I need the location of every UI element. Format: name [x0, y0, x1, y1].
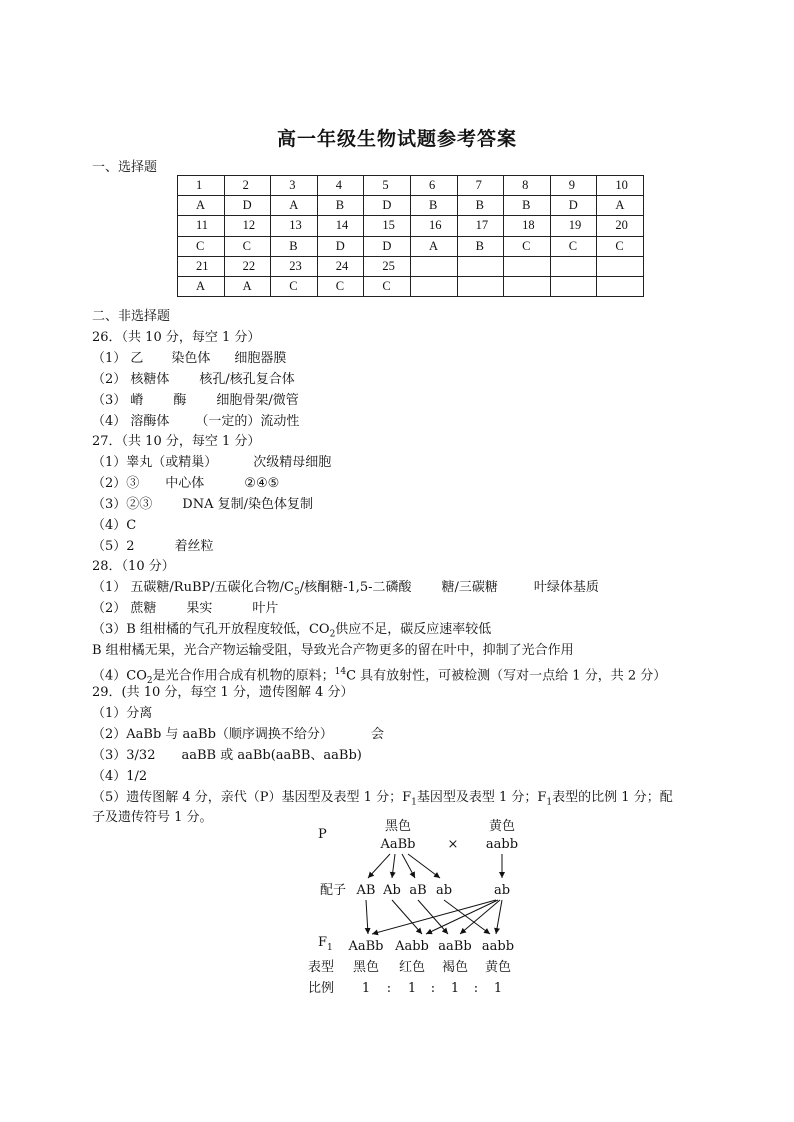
- cross-symbol: ×: [447, 837, 459, 852]
- q28-line-2: [92, 601, 278, 617]
- f1-genotype-1: AaBb: [348, 939, 384, 954]
- answer-text: （2） 核糖体: [92, 372, 170, 387]
- f1-genotype-3: aaBb: [438, 939, 472, 954]
- answer-text: （2）AaBb 与 aaBb（顺序调换不给分）: [92, 727, 333, 742]
- parent1-genotype: AaBb: [380, 837, 416, 852]
- answer-text: （3） 嵴: [92, 393, 144, 408]
- subscript: 5: [293, 587, 300, 598]
- question-number-cell: 20: [597, 216, 644, 236]
- answer-cell: A: [597, 196, 644, 216]
- question-number-cell: 23: [271, 256, 318, 276]
- answer-text: （1） 五碳糖/RuBP/五碳化合物/C: [92, 580, 294, 595]
- answer-cell: B: [271, 236, 318, 256]
- genetic-cross-diagram: [300, 816, 560, 998]
- answer-text: （5）2: [92, 539, 135, 554]
- answer-cell: [457, 276, 504, 296]
- ratio-value: 1: [407, 981, 417, 996]
- answer-cell: D: [224, 196, 271, 216]
- question-number-cell: [457, 256, 504, 276]
- question-number-cell: 2: [224, 176, 271, 196]
- subscript: 1: [546, 797, 553, 808]
- answer-table: [177, 175, 644, 297]
- answer-cell: C: [178, 236, 225, 256]
- section-nonchoice-heading: 二、非选择题: [92, 309, 171, 324]
- section-choice-heading: 一、选择题: [92, 160, 158, 175]
- q27-heading: 27．（共 10 分，每空 1 分）: [92, 434, 261, 449]
- answer-cell: C: [550, 236, 597, 256]
- subscript: 2: [329, 629, 336, 640]
- answer-cell: C: [364, 276, 411, 296]
- answer-cell: C: [504, 236, 551, 256]
- answer-text: DNA 复制/染色体复制: [182, 497, 313, 512]
- answer-text: 着丝粒: [174, 539, 214, 554]
- q28-line-3: [92, 622, 491, 643]
- q28-heading: 28．（10 分）: [92, 559, 175, 574]
- answer-text: （3）3/32: [92, 748, 156, 763]
- question-number-cell: 4: [317, 176, 364, 196]
- answer-cell: B: [457, 236, 504, 256]
- p-label: P: [318, 827, 327, 842]
- gamete-label: 配子: [320, 883, 347, 898]
- question-number-cell: 21: [178, 256, 225, 276]
- f1-genotype-4: aabb: [481, 939, 515, 954]
- answer-text: （2）③: [92, 476, 140, 491]
- answer-table-row: [178, 256, 644, 276]
- answer-text: 核孔/核孔复合体: [199, 372, 295, 387]
- answer-cell: B: [410, 196, 457, 216]
- answer-text: 中心体: [165, 476, 205, 491]
- answer-text: 酶: [173, 393, 187, 408]
- question-number-cell: 15: [364, 216, 411, 236]
- answer-text: 是光合作用合成有机物的原料；: [152, 668, 335, 684]
- parent1-phenotype: 黑色: [384, 819, 412, 834]
- question-number-cell: 10: [597, 176, 644, 196]
- answer-text: C 具有放射性，可被检测（写对一点给 1 分，共 2 分）: [346, 668, 667, 684]
- page-title: 高一年级生物试题参考答案: [276, 128, 517, 150]
- parent2-phenotype: 黄色: [488, 819, 516, 834]
- question-number-cell: [550, 256, 597, 276]
- answer-cell: D: [364, 196, 411, 216]
- answer-text: （4）CO: [92, 668, 147, 684]
- ratio-colon: :: [430, 981, 436, 996]
- answer-cell: A: [178, 276, 225, 296]
- gamete-Ab: Ab: [383, 883, 401, 898]
- question-number-cell: 24: [317, 256, 364, 276]
- question-number-cell: 13: [271, 216, 318, 236]
- q26-line-1: [92, 351, 286, 367]
- arrow-Ab-f1: [392, 900, 422, 934]
- answer-cell: C: [271, 276, 318, 296]
- parent2-genotype: aabb: [485, 837, 519, 852]
- q27-line-3: [92, 497, 313, 513]
- ratio-value: 1: [493, 981, 503, 996]
- answer-cell: D: [550, 196, 597, 216]
- answer-cell: A: [271, 196, 318, 216]
- answer-text: 次级精母细胞: [253, 455, 332, 470]
- question-number-cell: 18: [504, 216, 551, 236]
- phenotype-label: 表型: [308, 960, 335, 975]
- subscript: 1: [411, 797, 417, 808]
- arrow-p2-f1-3: [460, 900, 500, 934]
- ratio-value: 1: [450, 981, 460, 996]
- answer-table-row: [178, 236, 644, 256]
- question-number-cell: 3: [271, 176, 318, 196]
- question-number-cell: 8: [504, 176, 551, 196]
- answer-cell: [550, 276, 597, 296]
- q26-heading: 26．（共 10 分，每空 1 分）: [92, 330, 261, 345]
- answer-table-row: [178, 176, 644, 196]
- q29-line-5: [92, 790, 673, 811]
- q29-line-3: [92, 748, 362, 764]
- answer-cell: D: [364, 236, 411, 256]
- f1-phenotype-1: 黑色: [352, 960, 380, 975]
- answer-text: 果实: [186, 601, 213, 616]
- q28-line-1: [92, 580, 599, 601]
- gamete-parent2-ab: ab: [493, 883, 511, 898]
- arrow-ab-f1: [444, 900, 490, 934]
- answer-text: （1）睾丸（或精巢）: [92, 455, 218, 470]
- f1-label: $F_1$: [318, 935, 333, 953]
- gamete-ab: ab: [435, 883, 453, 898]
- answer-cell: B: [317, 196, 364, 216]
- answer-text: 叶片: [252, 601, 279, 616]
- q26-line-2: [92, 372, 295, 388]
- q29-line-4: （4）1/2: [92, 769, 148, 784]
- answer-cell: [504, 276, 551, 296]
- answer-cell: C: [597, 236, 644, 256]
- question-number-cell: 1: [178, 176, 225, 196]
- question-number-cell: 16: [410, 216, 457, 236]
- answer-cell: D: [317, 236, 364, 256]
- answer-text: （5）遗传图解 4 分，亲代（P）基因型及表型 1 分；F: [92, 790, 412, 805]
- question-number-cell: 25: [364, 256, 411, 276]
- q27-line-5: [92, 539, 214, 555]
- answer-cell: C: [317, 276, 364, 296]
- answer-cell: B: [457, 196, 504, 216]
- answer-cell: A: [178, 196, 225, 216]
- answer-text: （4） 溶酶体: [92, 414, 170, 429]
- superscript: 14: [334, 667, 347, 677]
- q29-heading: 29．(共 10 分，每空 1 分，遗传图解 4 分）: [92, 685, 354, 700]
- answer-text: 糖/三碳糖: [441, 580, 498, 595]
- answer-cell: C: [224, 236, 271, 256]
- answer-cell: A: [410, 236, 457, 256]
- answer-table-row: [178, 216, 644, 236]
- answer-text: 基因型及表型 1 分；F: [416, 790, 547, 805]
- q27-line-4: （4）C: [92, 518, 137, 533]
- answer-text: （一定的）流动性: [195, 414, 300, 429]
- answer-table-row: [178, 196, 644, 216]
- question-number-cell: 5: [364, 176, 411, 196]
- answer-cell: [410, 276, 457, 296]
- q27-line-2: [92, 476, 279, 492]
- ratio-colon: :: [473, 981, 479, 996]
- answer-cell: A: [224, 276, 271, 296]
- f1-genotype-2: Aabb: [395, 939, 429, 954]
- question-number-cell: 14: [317, 216, 364, 236]
- answer-text: aaBB 或 aaBb(aaBB、aaBb): [181, 748, 362, 763]
- answer-text: 表型的比例 1 分；配: [552, 790, 673, 805]
- answer-cell: [597, 276, 644, 296]
- ratio-value: 1: [361, 981, 371, 996]
- q29-line-5b: 子及遗传符号 1 分。: [92, 810, 213, 825]
- q27-line-1: [92, 455, 331, 471]
- question-number-cell: [504, 256, 551, 276]
- q28-line-3b: B 组柑橘无果，光合产物运输受阻，导致光合产物更多的留在叶中，抑制了光合作用: [92, 643, 574, 658]
- subscript: 2: [146, 675, 153, 686]
- q29-line-1: （1）分离: [92, 706, 153, 721]
- q26-line-3: [92, 393, 299, 409]
- question-number-cell: 7: [457, 176, 504, 196]
- gamete-AB: AB: [356, 883, 376, 898]
- question-number-cell: 6: [410, 176, 457, 196]
- question-number-cell: 19: [550, 216, 597, 236]
- question-number-cell: 11: [178, 216, 225, 236]
- q26-line-4: [92, 414, 299, 430]
- answer-text: （1） 乙: [92, 351, 144, 366]
- answer-text: 细胞器膜: [234, 351, 287, 366]
- f1-phenotype-4: 黄色: [484, 960, 512, 975]
- f1-phenotype-3: 褐色: [441, 960, 469, 975]
- arrow-p2-f1-2: [426, 900, 498, 934]
- answer-cell: B: [504, 196, 551, 216]
- arrow-p1-Ab: [392, 854, 395, 878]
- answer-text: ②④⑤: [244, 476, 280, 491]
- f1-phenotype-2: 红色: [398, 960, 426, 975]
- answer-text: （3）B 组柑橘的气孔开放程度较低，CO: [92, 622, 330, 637]
- answer-text: 细胞骨架/微管: [216, 393, 299, 408]
- answer-text: 叶绿体基质: [533, 580, 599, 595]
- answer-text: （3）②③: [92, 497, 153, 512]
- answer-text: 染色体: [171, 351, 211, 366]
- arrow-p1-ab: [368, 854, 390, 878]
- q29-line-2: [92, 727, 384, 743]
- arrow-p2-f1-4: [496, 900, 502, 934]
- question-number-cell: 22: [224, 256, 271, 276]
- answer-text: 供应不足，碳反应速率较低: [335, 622, 492, 637]
- answer-text: 会: [370, 727, 384, 742]
- answer-text: （2） 蔗糖: [92, 601, 157, 616]
- ratio-colon: :: [386, 981, 392, 996]
- answer-table-row: [178, 276, 644, 296]
- arrow-p2-f1-1: [372, 900, 496, 934]
- question-number-cell: [597, 256, 644, 276]
- question-number-cell: 12: [224, 216, 271, 236]
- answer-text: /核酮糖-1,5-二磷酸: [299, 580, 412, 595]
- question-number-cell: 17: [457, 216, 504, 236]
- question-number-cell: 9: [550, 176, 597, 196]
- arrow-AB-f1: [366, 900, 368, 934]
- ratio-label: 比例: [308, 981, 335, 996]
- gamete-aB: aB: [409, 883, 427, 898]
- question-number-cell: [410, 256, 457, 276]
